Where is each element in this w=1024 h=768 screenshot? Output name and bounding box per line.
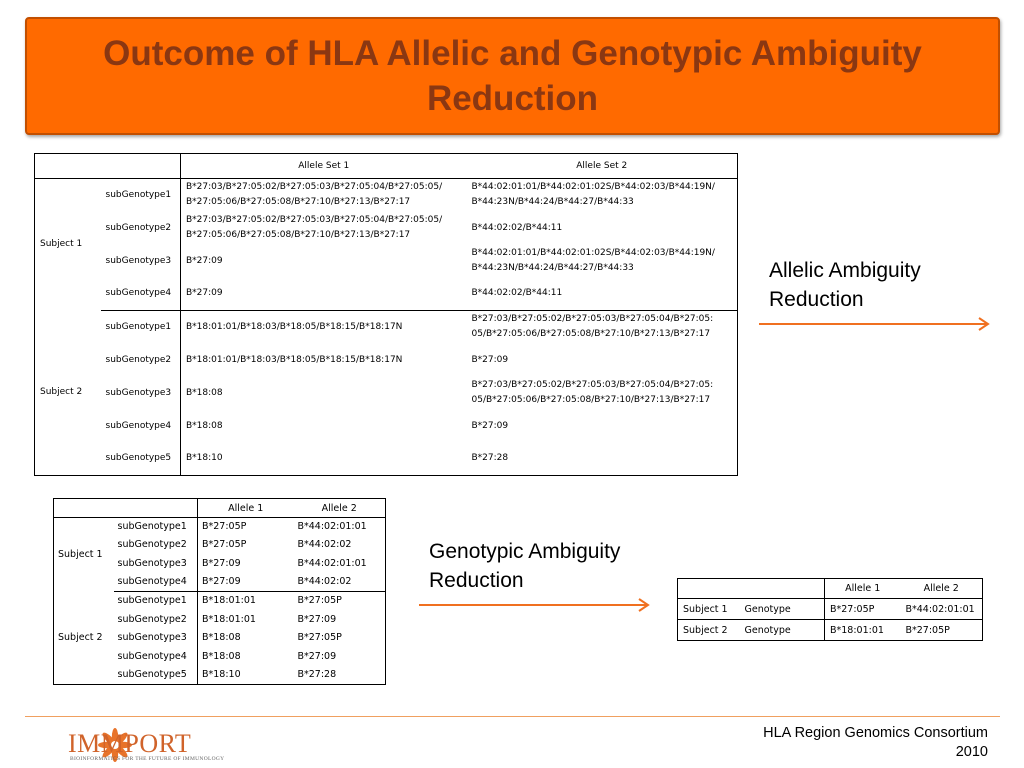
header-allele-2: Allele 2: [901, 579, 983, 599]
allele-cell: B*27:09: [471, 420, 509, 431]
allele-cell: B*27:09: [297, 650, 337, 662]
allele-cell: B*44:02:02/B*44:11: [471, 222, 563, 233]
subgenotype-cell: subGenotype1: [101, 179, 181, 212]
allele-cell: B*27:09: [181, 278, 467, 311]
final-genotype-table: [677, 578, 983, 641]
allelic-arrow-icon: [758, 316, 992, 332]
genotypic-arrow-icon: [418, 597, 652, 613]
table-row: [35, 410, 738, 443]
subgenotype-cell: subGenotype2: [101, 212, 181, 245]
table-header-row: [678, 579, 983, 599]
header-allele-1: Allele 1: [198, 499, 294, 518]
allele-cell: B*27:05P: [202, 521, 247, 533]
subgenotype-cell: subGenotype5: [101, 443, 181, 476]
subgenotype-cell: subGenotype2: [101, 344, 181, 377]
allele-cell: B*27:03/B*27:05:02/B*27:05:03/B*27:05:04/B*27:05:05/ B*27:05:06/B*27:05:08/B*27:10/B*27:13/B*27:17: [186, 182, 443, 208]
allele-cell: B*18:10: [186, 453, 223, 464]
allele-cell: B*27:03/B*27:05:02/B*27:05:03/B*27:05:04/B*27:05: 05/B*27:05:06/B*27:05:08/B*27:10/B*27:13/B*27:17: [471, 380, 714, 405]
subgenotype-cell: subGenotype1: [114, 518, 198, 537]
table-header-row: [54, 499, 386, 518]
title-banner: [25, 17, 1000, 135]
allele-cell: B*44:02:01:01: [901, 599, 983, 620]
allele-cell: B*18:01:01: [202, 595, 256, 607]
subgenotype-cell: subGenotype3: [114, 629, 198, 648]
allelic-ambiguity-label: Allelic Ambiguity Reduction: [769, 259, 921, 311]
header-blank: [678, 579, 740, 599]
allele-cell: B*44:02:01:01/B*44:02:01:02S/B*44:02:03/B*44:19N/ B*44:23N/B*44:24/B*44:27/B*44:33: [471, 248, 715, 273]
header-blank: [114, 499, 198, 518]
allele-cell: B*27:09: [471, 354, 509, 365]
subject-cell: Subject 2: [683, 624, 728, 636]
allele-cell: B*18:01:01: [830, 624, 884, 636]
header-allele-2: Allele 2: [294, 499, 386, 518]
header-blank: [101, 154, 181, 179]
allele-cell: B*44:02:02: [297, 539, 352, 551]
genotypic-ambiguity-label: Genotypic Ambiguity Reduction: [429, 540, 621, 592]
subgenotype-cell: subGenotype2: [114, 610, 198, 629]
subgenotype-cell: subGenotype2: [114, 536, 198, 555]
header-allele-set-2: Allele Set 2: [467, 154, 738, 179]
allele-cell: B*27:05P: [825, 599, 901, 620]
table-row: [35, 344, 738, 377]
allele-cell: B*18:01:01/B*18:03/B*18:05/B*18:15/B*18:17N: [186, 321, 403, 332]
slide-title: Outcome of HLA Allelic and Genotypic Ambiguity Reduction: [103, 34, 922, 118]
allele-cell: B*18:01:01: [202, 613, 256, 625]
table-row: [35, 179, 738, 212]
allele-cell: B*27:05P: [905, 624, 950, 636]
allele-cell: B*27:28: [471, 453, 509, 464]
allele-cell: B*27:09: [198, 573, 294, 592]
table-row: [35, 311, 738, 344]
table-row: [678, 620, 983, 641]
subject-cell: Subject 2: [58, 632, 103, 644]
subgenotype-cell: subGenotype4: [114, 648, 198, 667]
table-row: [35, 278, 738, 311]
allele-set-table: [34, 153, 738, 476]
allele-cell: B*44:02:02/B*44:11: [467, 278, 738, 311]
allele-cell: B*27:05P: [202, 539, 247, 551]
subgenotype-cell: subGenotype3: [101, 245, 181, 278]
logo-wordmark: IMMPORT: [68, 729, 192, 758]
header-allele-set-1: Allele Set 1: [181, 154, 467, 179]
footer-credit: [763, 724, 988, 762]
subject-cell: Subject 1: [40, 239, 83, 250]
subgenotype-cell: subGenotype1: [114, 592, 198, 611]
footer-year: 2010: [955, 744, 988, 760]
table-row: [54, 592, 386, 611]
allele-cell: B*18:01:01/B*18:03/B*18:05/B*18:15/B*18:17N: [186, 354, 403, 365]
subgenotype-cell: subGenotype4: [101, 410, 181, 443]
allele-cell: B*27:09: [297, 613, 337, 625]
allele-cell: B*44:02:01:01: [297, 557, 367, 569]
subject-cell: Subject 1: [678, 599, 740, 620]
header-blank: [35, 154, 101, 179]
allele-cell: B*27:05P: [297, 632, 342, 644]
allele-cell: B*27:09: [202, 557, 241, 569]
subgenotype-cell: subGenotype4: [101, 278, 181, 311]
header-allele-1: Allele 1: [825, 579, 901, 599]
allele-cell: B*44:02:01:01/B*44:02:01:02S/B*44:02:03/B*44:19N/ B*44:23N/B*44:24/B*44:27/B*44:33: [471, 182, 715, 208]
allele-cell: B*27:05P: [297, 595, 342, 607]
table-row: [35, 377, 738, 410]
allele-cell: B*27:09: [186, 255, 223, 266]
subgenotype-cell: subGenotype4: [114, 573, 198, 592]
allele-cell: B*18:08: [202, 632, 241, 644]
table-row: [35, 212, 738, 245]
allele-cell: B*18:08: [202, 650, 241, 662]
resolved-allele-table: [53, 498, 386, 685]
table-row: [35, 245, 738, 278]
table-header-row: [35, 154, 738, 179]
allele-cell: B*27:03/B*27:05:02/B*27:05:03/B*27:05:04/B*27:05: 05/B*27:05:06/B*27:05:08/B*27:10/B*27:13/B*27:17: [471, 314, 714, 340]
subgenotype-cell: subGenotype5: [114, 666, 198, 685]
header-blank: [54, 499, 114, 518]
allele-cell: B*18:08: [186, 420, 223, 431]
allele-cell: B*44:02:01:01: [297, 521, 367, 533]
genotype-cell: Genotype: [740, 599, 825, 620]
genotype-cell: Genotype: [740, 620, 825, 641]
allele-cell: B*27:03/B*27:05:02/B*27:05:03/B*27:05:04/B*27:05:05/ B*27:05:06/B*27:05:08/B*27:10/B*27:13/B*27:17: [186, 215, 443, 240]
footer-divider: [25, 716, 1000, 717]
allele-cell: B*27:28: [297, 669, 337, 681]
logo-tagline: BIOINFORMATICS FOR THE FUTURE OF IMMUNOLOGY: [70, 756, 225, 762]
allele-cell: B*18:08: [186, 387, 223, 398]
allele-cell: B*44:02:02: [294, 573, 386, 592]
subject-cell: Subject 1: [58, 548, 103, 560]
subject-cell: Subject 2: [40, 387, 83, 398]
table-row: [54, 518, 386, 537]
subgenotype-cell: subGenotype3: [101, 377, 181, 410]
subgenotype-cell: subGenotype3: [114, 555, 198, 574]
table-row: [35, 443, 738, 476]
subgenotype-cell: subGenotype1: [101, 311, 181, 344]
header-blank: [740, 579, 825, 599]
allele-cell: B*18:10: [202, 669, 241, 681]
table-row: [678, 599, 983, 620]
footer-org: HLA Region Genomics Consortium: [763, 725, 988, 741]
